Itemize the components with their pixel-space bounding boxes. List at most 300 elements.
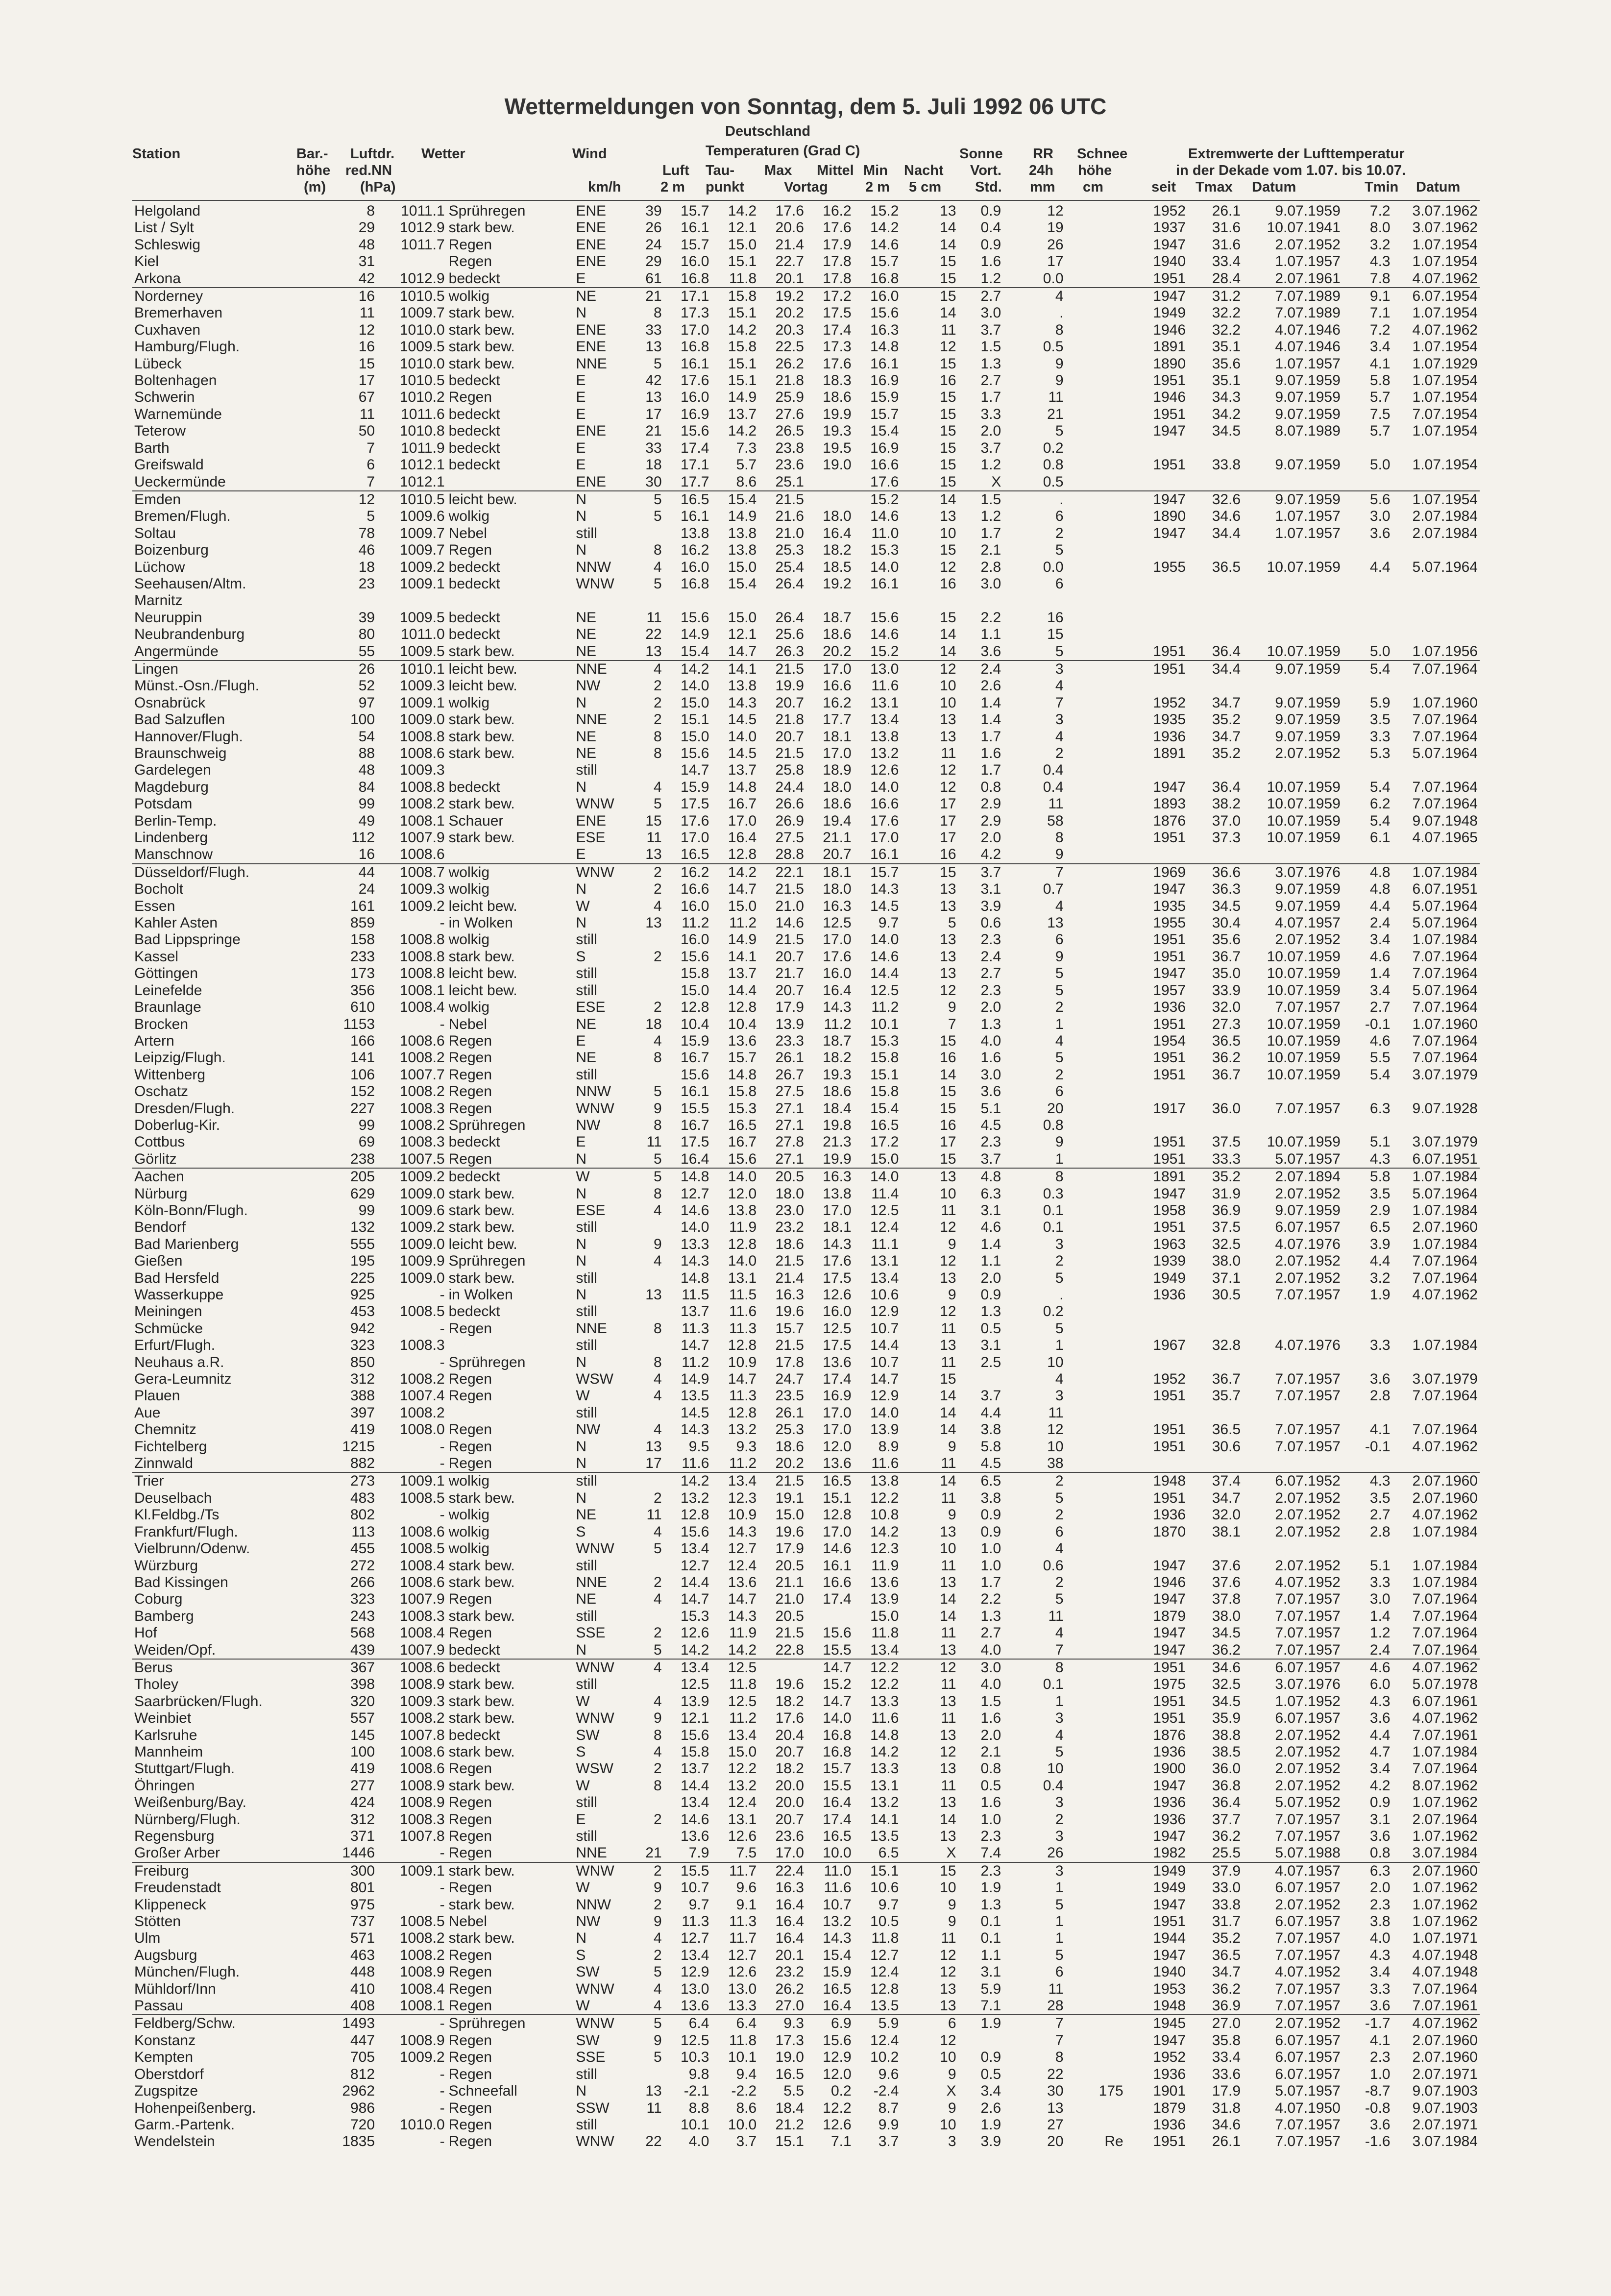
cell-sonne-vortag: 2.7 [980,965,1001,982]
cell-tmax-datum: 4.07.1976 [1275,1337,1341,1354]
cell-nacht-5cm: 14 [940,1591,956,1608]
cell-tmin: 4.2 [1369,1777,1391,1794]
cell-min-2m: 15.3 [870,1032,899,1049]
cell-nacht-5cm: 13 [940,1641,956,1658]
cell-station: Neuhaus a.R. [134,1354,224,1370]
cell-rr-24h: 7 [1055,694,1064,711]
table-row [132,2117,1480,2133]
cell-rr-24h: 5 [1055,1591,1064,1608]
cell-station: Feldberg/Schw. [132,2015,299,2032]
table-row [132,1303,1480,1320]
cell-min-2m: 13.3 [870,1693,899,1710]
cell-mittel-vortag: 17.6 [823,1253,852,1270]
cell-nacht-5cm: 9 [948,999,956,1016]
cell-wind-richtung: NW [576,1913,601,1930]
cell-max-vortag: 21.1 [775,1574,804,1590]
cell-sonne-vortag: 1.0 [980,1540,1001,1557]
cell-schnee-hoehe [1066,1472,1125,1490]
cell-rr-24h: . [1059,1287,1064,1303]
cell-tmax: 33.9 [1212,982,1241,999]
cell-wind-richtung [574,592,619,609]
cell-wind-speed: 4 [653,1930,662,1947]
cell-luftdruck: 1007.8 [399,1828,445,1844]
cell-sonne-vortag: 1.9 [980,2116,1001,2133]
cell-mittel-vortag: 13.6 [823,1455,852,1472]
cell-nacht-5cm: 14 [940,305,956,321]
cell-wind-speed: 11 [646,830,662,846]
cell-tmax-datum: 6.07.1957 [1243,1659,1342,1676]
cell-rr-24h: 3 [1055,1710,1064,1727]
cell-rr-24h: 4 [1055,1032,1064,1049]
cell-taupunkt: 15.8 [711,288,758,305]
cell-min-2m: 14.1 [870,1811,899,1828]
cell-min-2m: 14.2 [870,1523,899,1540]
cell-luft-2m: 12.8 [681,1507,709,1523]
cell-station: Coburg [134,1591,183,1608]
cell-wind-richtung: WNW [576,1710,614,1727]
cell-min-2m: 11.1 [871,1236,899,1252]
cell-tmax [1188,1117,1243,1134]
cell-wind-richtung: still [576,1608,597,1624]
cell-wind-speed: 4 [653,1743,662,1760]
cell-wetter: Regen [448,2100,492,2116]
cell-nacht-5cm: 13 [940,203,956,219]
cell-schnee-hoehe [1066,1016,1125,1033]
cell-wind-richtung: still [576,982,597,999]
cell-wind-speed: 13 [645,389,662,406]
cell-tmax: 33.4 [1212,2049,1241,2066]
cell-station: Stötten [134,1913,181,1930]
cell-wind-richtung: still [576,1270,597,1286]
table-row [132,1354,1480,1371]
cell-luft-2m: 11.2 [682,915,709,931]
cell-wind-richtung: ENE [576,321,607,338]
cell-min-2m: 16.6 [870,796,899,812]
cell-min-2m: 8.7 [878,2100,899,2116]
cell-tmin-datum: 4.07.1962 [1412,1507,1478,1523]
cell-schnee-hoehe [1066,1236,1125,1253]
cell-tmax [1188,762,1243,779]
cell-luft-2m: 12.7 [681,1557,709,1574]
cell-mittel-vortag: 17.7 [823,711,852,728]
cell-tmin-datum: 1.07.1954 [1412,423,1478,440]
cell-min-2m: 13.6 [870,1574,899,1590]
cell-extrem-seit: 1940 [1153,1964,1186,1980]
cell-min-2m: 15.3 [870,542,899,559]
cell-tmin: -0.1 [1365,1438,1391,1455]
cell-luftdruck: 1008.9 [399,2032,445,2049]
cell-tmax: 34.5 [1212,898,1241,914]
cell-wetter: Nebel [448,1913,488,1930]
cell-extrem-seit [1125,1405,1188,1421]
cell-taupunkt: 9.6 [736,1880,757,1896]
cell-wind-speed: 9 [653,1100,662,1117]
cell-wind-richtung: W [576,1880,590,1896]
cell-nacht-5cm: 16 [940,372,956,389]
cell-wetter: wolkig [447,1472,574,1490]
cell-bar-hoehe: 12 [299,491,377,508]
cell-tmin: 5.7 [1369,389,1391,406]
cell-tmax: 36.2 [1212,1641,1241,1658]
cell-tmax: 36.5 [1212,1947,1241,1963]
cell-min-2m: 11.6 [871,1710,899,1727]
cell-luftdruck: 1008.2 [399,1930,445,1947]
cell-bar-hoehe: 18 [358,559,375,575]
table-row [132,881,1480,898]
header-mittel: Mittel [817,163,854,178]
cell-station: Weinbiet [134,1710,192,1727]
cell-min-2m: 12.4 [870,2032,899,2049]
cell-max-vortag: 17.6 [775,203,804,219]
cell-max-vortag: 15.7 [775,1320,804,1337]
table-row [132,491,1480,508]
cell-luftdruck: 1011.6 [401,406,445,422]
cell-luft-2m: 11.5 [682,1287,709,1303]
cell-station: Norderney [132,288,299,305]
cell-tmin: 3.6 [1369,525,1391,541]
cell-wind-speed: 33 [645,321,662,338]
cell-min-2m: 9.7 [878,915,899,931]
cell-luftdruck: 1010.0 [399,2116,445,2133]
cell-wind-richtung: NE [576,745,597,761]
cell-rr-24h: 11 [1048,1608,1064,1624]
cell-luft-2m: 17.7 [681,473,709,490]
cell-mittel-vortag: 18.1 [806,864,854,881]
cell-tmin: 7.2 [1369,321,1391,338]
cell-taupunkt: 12.5 [711,1659,758,1676]
cell-luftdruck: 1008.2 [399,1083,445,1100]
cell-wind-richtung: still [576,525,597,541]
cell-wetter: Regen [448,542,492,559]
cell-luft-2m: 16.1 [681,508,709,525]
cell-mittel-vortag: 17.5 [823,1270,852,1286]
cell-tmax: 36.9 [1212,1202,1241,1219]
cell-schnee-hoehe [1066,949,1125,965]
cell-tmax-datum: 1.07.1957 [1275,525,1341,541]
cell-tmin-datum: 4.07.1962 [1392,2015,1480,2032]
cell-tmax: 38.0 [1212,1608,1241,1624]
cell-extrem-seit: 1951 [1153,457,1186,473]
table-row [132,1947,1480,1964]
cell-wind-richtung: N [576,1253,587,1270]
cell-wind-richtung: NW [576,1421,601,1438]
cell-rr-24h: 2 [1055,1253,1064,1270]
cell-luftdruck: 1008.8 [399,965,445,982]
cell-luftdruck [377,253,447,270]
cell-tmin-datum: 7.07.1964 [1412,948,1478,965]
cell-sonne-vortag: 6.3 [980,1185,1001,1202]
cell-extrem-seit: 1939 [1153,1253,1186,1270]
cell-luft-2m: 14.0 [681,678,709,694]
cell-max-vortag: 16.4 [775,1930,804,1947]
cell-max-vortag: 28.8 [775,846,804,863]
cell-tmax-datum: 4.07.1976 [1275,1236,1341,1252]
cell-extrem-seit: 1936 [1153,1811,1186,1828]
cell-nacht-5cm: 15 [901,1862,958,1880]
header-wetter: Wetter [421,146,465,162]
cell-schnee-hoehe [1066,356,1125,372]
cell-tmin-datum: 1.07.1954 [1412,372,1478,389]
cell-rr-24h: 10 [1047,1354,1064,1370]
cell-mittel-vortag [806,592,854,609]
cell-wind-speed [619,525,664,542]
cell-rr-24h: 9 [1055,846,1064,863]
cell-tmax-datum: 10.07.1959 [1267,1032,1341,1049]
table-row [132,592,1480,609]
cell-wind-richtung: S [576,1947,586,1963]
cell-tmax [1188,626,1243,643]
cell-luft-2m: 14.4 [681,1574,709,1590]
cell-min-2m: 15.6 [870,609,899,626]
cell-tmin-datum: 1.07.1962 [1412,1896,1478,1913]
cell-luftdruck: 1008.2 [399,796,445,812]
cell-rr-24h: 22 [1047,2066,1064,2082]
table-row [132,1558,1480,1574]
table-row [132,796,1480,812]
cell-schnee-hoehe [1066,339,1125,355]
cell-luft-2m: 16.4 [681,1150,709,1167]
cell-tmin: 2.0 [1369,1880,1391,1896]
cell-schnee-hoehe [1066,1405,1125,1421]
table-row [132,1134,1480,1150]
cell-wind-richtung: still [576,1219,597,1236]
cell-wetter: Regen [448,1794,492,1811]
cell-bar-hoehe: 69 [358,1134,375,1150]
cell-mittel-vortag: 16.6 [823,678,852,694]
cell-tmax: 37.6 [1212,1574,1241,1590]
cell-taupunkt: 13.0 [728,1980,757,1997]
cell-wind-speed: 4 [653,1253,662,1270]
cell-nacht-5cm: 14 [940,1608,956,1624]
cell-taupunkt: 12.3 [728,1490,757,1506]
cell-wetter: wolkig [448,694,490,711]
cell-max-vortag: 21.8 [775,372,804,389]
cell-min-2m: 14.6 [870,508,899,525]
cell-luft-2m: 10.4 [681,1016,709,1032]
cell-bar-hoehe: 166 [350,1032,375,1049]
cell-max-vortag: 23.8 [775,440,804,456]
cell-bar-hoehe: 408 [350,1998,375,2014]
cell-max-vortag: 27.0 [775,1998,804,2014]
cell-tmax: 31.2 [1188,288,1243,305]
cell-min-2m: 15.7 [854,864,901,881]
cell-nacht-5cm: 15 [940,1083,956,1100]
cell-taupunkt: 15.1 [728,355,757,372]
cell-tmin-datum [1392,762,1480,779]
cell-sonne-vortag [958,2032,1003,2049]
cell-max-vortag: 24.7 [775,1371,804,1388]
cell-station: Lingen [132,660,299,678]
cell-bar-hoehe: 29 [358,220,375,236]
cell-sonne-vortag: 3.0 [958,1659,1003,1676]
cell-schnee-hoehe [1066,982,1125,999]
cell-luft-2m: 15.8 [681,1743,709,1760]
cell-tmin-datum: 2.07.1960 [1412,1219,1478,1236]
cell-max-vortag: 23.2 [775,1964,804,1980]
cell-taupunkt: 12.8 [728,846,757,863]
cell-extrem-seit: 1955 [1153,559,1186,575]
cell-taupunkt: 12.2 [728,1760,757,1777]
cell-wind-richtung: ENE [576,203,607,219]
cell-mittel-vortag: 17.0 [823,1202,852,1219]
cell-tmin-datum [1392,1540,1480,1557]
cell-schnee-hoehe [1066,1253,1125,1270]
cell-nacht-5cm: 12 [940,1743,956,1760]
cell-sonne-vortag: 2.1 [980,1743,1001,1760]
cell-extrem-seit [1125,846,1188,863]
cell-tmax [1188,576,1243,592]
cell-luftdruck: 1009.2 [377,1168,447,1185]
cell-taupunkt: 14.3 [728,1608,757,1624]
cell-tmin-datum: 2.07.1964 [1412,1811,1478,1828]
cell-nacht-5cm: 15 [940,473,956,490]
cell-nacht-5cm: 9 [948,1236,956,1252]
cell-wind-richtung: NNE [574,660,619,678]
cell-sonne-vortag: 0.9 [980,1523,1001,1540]
cell-bar-hoehe: 49 [358,812,375,829]
cell-max-vortag: 18.6 [775,1236,804,1252]
cell-mittel-vortag: 21.1 [823,830,852,846]
cell-sonne-vortag: 1.6 [980,1794,1001,1811]
cell-max-vortag: 21.5 [775,1337,804,1354]
cell-luft-2m: 13.8 [681,525,709,541]
cell-tmin-datum: 3.07.1962 [1412,220,1478,236]
cell-max-vortag: 22.5 [775,339,804,355]
table-row [132,339,1480,355]
cell-nacht-5cm: 10 [940,1880,956,1896]
cell-bar-hoehe: 5 [366,508,375,525]
header-bar-hoehe-2: höhe [296,163,331,178]
cell-rr-24h: 6 [1055,1523,1064,1540]
cell-schnee-hoehe: 175 [1098,2083,1123,2100]
cell-extrem-seit: 1951 [1153,1388,1186,1404]
cell-tmin: 4.4 [1369,1727,1391,1743]
cell-extrem-seit: 1947 [1125,288,1188,305]
cell-tmax: 36.5 [1212,1421,1241,1438]
cell-extrem-seit: 1947 [1153,1185,1186,1202]
cell-tmax [1188,474,1243,491]
cell-extrem-seit: 1947 [1153,423,1186,440]
cell-max-vortag: 23.6 [775,1828,804,1844]
cell-extrem-seit: 1948 [1153,1998,1186,2014]
table-row [132,1405,1480,1421]
cell-luftdruck: 1008.5 [399,1490,445,1506]
cell-min-2m: 14.0 [854,1168,901,1185]
cell-wetter: stark bew. [448,355,515,372]
table-row [132,423,1480,440]
cell-extrem-seit: 1949 [1153,305,1186,321]
cell-max-vortag: 14.6 [775,915,804,931]
cell-schnee-hoehe [1066,440,1125,457]
cell-tmin-datum: 7.07.1964 [1412,1421,1478,1438]
cell-luftdruck: 1008.6 [377,1659,447,1676]
cell-wind-speed [619,1558,664,1574]
cell-nacht-5cm: 9 [948,1438,956,1455]
table-row [132,270,1480,288]
cell-wetter: Regen [448,1100,492,1117]
cell-min-2m: 11.2 [871,999,899,1016]
cell-wind-speed: 4 [653,1998,662,2014]
cell-luftdruck: 1008.2 [399,1371,445,1388]
cell-tmax-datum: 4.07.1957 [1275,915,1341,931]
cell-luft-2m: 15.6 [681,948,709,965]
cell-luftdruck: - [439,2083,445,2100]
cell-max-vortag: 27.5 [775,830,804,846]
cell-min-2m: 16.0 [854,288,901,305]
cell-taupunkt: 14.5 [728,745,757,761]
cell-bar-hoehe: 300 [299,1862,377,1880]
cell-wind-speed: 5 [619,1168,664,1185]
cell-tmax: 30.5 [1212,1287,1241,1303]
cell-tmin: 3.5 [1369,1490,1391,1506]
cell-bar-hoehe: 1153 [343,1016,375,1032]
cell-wetter: Regen [448,2032,492,2049]
cell-sonne-vortag: 4.0 [980,1641,1001,1658]
table-row [132,1388,1480,1404]
cell-nacht-5cm: 11 [941,1777,956,1794]
cell-nacht-5cm: 15 [940,1371,956,1388]
cell-sonne-vortag: 2.9 [980,812,1001,829]
cell-sonne-vortag: 1.1 [980,626,1001,643]
cell-wind-richtung: N [576,1490,587,1506]
cell-bar-hoehe: 312 [350,1811,375,1828]
cell-max-vortag: 22.4 [758,1862,806,1880]
table-row [132,1168,1480,1185]
cell-luftdruck: 1009.1 [399,694,445,711]
cell-tmax-datum: 10.07.1959 [1267,830,1341,846]
cell-tmin-datum: 8.07.1962 [1412,1777,1478,1794]
cell-tmax: 34.7 [1212,1964,1241,1980]
cell-tmax-datum [1243,1540,1342,1557]
table-row [132,1642,1480,1659]
table-row [132,813,1480,830]
cell-wind-richtung: NE [576,1591,597,1608]
cell-wetter: Regen [448,2049,492,2066]
cell-luft-2m: 15.5 [664,1862,711,1880]
cell-extrem-seit: 1975 [1153,1676,1186,1693]
cell-tmax-datum: 7.07.1957 [1275,999,1341,1016]
cell-tmin: 4.4 [1369,1253,1391,1270]
cell-schnee-hoehe [1066,474,1125,491]
cell-mittel-vortag: 14.0 [823,1710,852,1727]
cell-luftdruck: 1010.5 [399,372,445,389]
cell-max-vortag: 19.6 [775,1523,804,1540]
cell-tmax-datum: 9.07.1959 [1275,711,1341,728]
cell-tmin-datum: 2.07.1960 [1412,2032,1478,2049]
cell-max-vortag: 19.6 [775,1676,804,1693]
cell-wetter: stark bew. [448,728,515,745]
cell-tmax-datum: 7.07.1957 [1275,1438,1341,1455]
cell-sonne-vortag: 5.1 [980,1100,1001,1117]
cell-tmax [1188,1083,1243,1100]
cell-tmin: 3.2 [1369,1270,1391,1286]
cell-max-vortag: 9.3 [758,2015,806,2032]
cell-rr-24h: 10 [1047,1438,1064,1455]
cell-luft-2m: 10.3 [681,2049,709,2066]
cell-tmin-datum: 3.07.1979 [1412,1066,1478,1083]
cell-bar-hoehe: 23 [358,575,375,592]
cell-wind-speed: 21 [619,288,664,305]
table-row [132,1591,1480,1608]
cell-sonne-vortag: 1.2 [980,508,1001,525]
cell-schnee-hoehe [1066,678,1125,694]
cell-rr-24h: 12 [1047,1421,1064,1438]
cell-tmax-datum: 2.07.1952 [1243,2015,1342,2032]
cell-wind-richtung: WNW [574,1659,619,1676]
cell-tmax: 36.5 [1212,559,1241,575]
cell-tmax: 38.5 [1212,1743,1241,1760]
cell-tmin-datum: 2.07.1971 [1412,2066,1478,2082]
